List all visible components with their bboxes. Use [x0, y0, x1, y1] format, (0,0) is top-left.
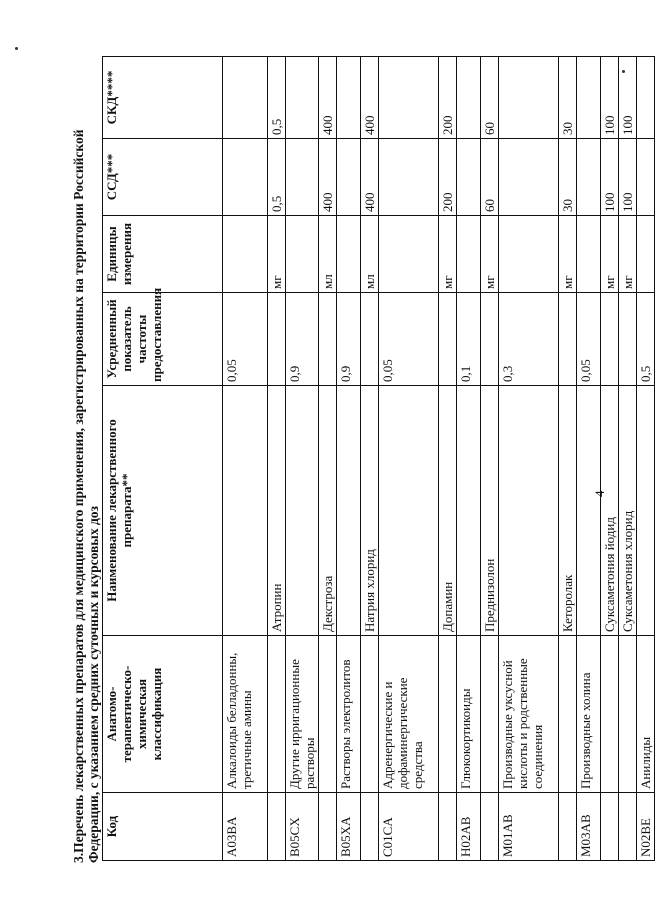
cell-freq	[481, 293, 499, 386]
cell-atc: Алкалоиды белладонны, третичные амины	[223, 636, 268, 793]
cell-drug	[637, 386, 655, 636]
cell-unit	[337, 216, 361, 293]
cell-ssd: 400	[361, 139, 379, 216]
cell-code: B05XA	[337, 793, 361, 861]
cell-drug	[379, 386, 439, 636]
cell-skd: 100	[601, 57, 619, 139]
cell-ssd: 30	[559, 139, 577, 216]
page-number: 4	[592, 490, 607, 497]
cell-code	[601, 793, 619, 861]
cell-ssd	[577, 139, 601, 216]
col-header-drug: Наименование лекарственного препарата**	[103, 386, 223, 636]
cell-skd: 0,5	[268, 57, 286, 139]
cell-skd: 60	[481, 57, 499, 139]
cell-skd: 200	[439, 57, 457, 139]
cell-skd: 400	[319, 57, 337, 139]
cell-ssd	[379, 139, 439, 216]
cell-drug	[223, 386, 268, 636]
cell-freq	[601, 293, 619, 386]
table-row	[577, 57, 601, 861]
cell-freq	[268, 293, 286, 386]
cell-unit	[637, 216, 655, 293]
cell-freq	[439, 293, 457, 386]
cell-code	[481, 793, 499, 861]
col-header-unit: Единицы измерения	[103, 216, 223, 293]
cell-freq	[619, 293, 637, 386]
cell-ssd	[337, 139, 361, 216]
cell-freq: 0,05	[223, 293, 268, 386]
table-row	[619, 57, 637, 861]
cell-unit: мг	[268, 216, 286, 293]
cell-atc: Производные холина	[577, 636, 601, 793]
cell-code: M01AB	[499, 793, 559, 861]
table-row	[637, 57, 655, 861]
cell-unit	[379, 216, 439, 293]
table-row	[361, 57, 379, 861]
cell-unit: мг	[601, 216, 619, 293]
cell-atc: Другие ирригационные растворы	[286, 636, 319, 793]
cell-code	[319, 793, 337, 861]
table-row	[223, 57, 268, 861]
cell-code: A03BA	[223, 793, 268, 861]
cell-ssd: 0,5	[268, 139, 286, 216]
cell-atc: Анилиды	[637, 636, 655, 793]
cell-unit	[223, 216, 268, 293]
cell-skd	[286, 57, 319, 139]
cell-ssd	[637, 139, 655, 216]
cell-freq: 0,3	[499, 293, 559, 386]
cell-code	[559, 793, 577, 861]
col-header-ssd: ССД***	[103, 139, 223, 216]
cell-unit	[457, 216, 481, 293]
table-row	[457, 57, 481, 861]
cell-skd	[379, 57, 439, 139]
cell-atc	[268, 636, 286, 793]
cell-atc	[601, 636, 619, 793]
cell-ssd	[286, 139, 319, 216]
cell-skd: 400	[361, 57, 379, 139]
table-header-row	[103, 57, 223, 861]
cell-atc	[619, 636, 637, 793]
cell-drug	[337, 386, 361, 636]
cell-unit: мг	[559, 216, 577, 293]
rotated-page-content	[70, 55, 653, 865]
cell-ssd: 60	[481, 139, 499, 216]
cell-ssd: 100	[601, 139, 619, 216]
cell-code	[361, 793, 379, 861]
cell-ssd: 200	[439, 139, 457, 216]
table-row	[286, 57, 319, 861]
cell-atc: Адренергические и дофаминергические средства	[379, 636, 439, 793]
table-row	[379, 57, 439, 861]
col-header-code: Код	[103, 793, 223, 861]
cell-unit: мг	[619, 216, 637, 293]
cell-drug: Декстроза	[319, 386, 337, 636]
col-header-skd: СКД****	[103, 57, 223, 139]
cell-atc: Производные уксусной кислоты и родственные соединения	[499, 636, 559, 793]
cell-freq: 0,05	[577, 293, 601, 386]
cell-atc	[559, 636, 577, 793]
cell-freq	[559, 293, 577, 386]
cell-drug	[577, 386, 601, 636]
cell-unit	[286, 216, 319, 293]
cell-drug: Кеторолак	[559, 386, 577, 636]
cell-code: H02AB	[457, 793, 481, 861]
cell-drug	[457, 386, 481, 636]
cell-skd	[499, 57, 559, 139]
cell-ssd: 100	[619, 139, 637, 216]
table-row	[601, 57, 619, 861]
drug-table	[102, 56, 655, 861]
cell-skd: 30	[559, 57, 577, 139]
cell-unit	[577, 216, 601, 293]
cell-unit: мг	[481, 216, 499, 293]
cell-unit: мл	[361, 216, 379, 293]
cell-code: N02BE	[637, 793, 655, 861]
document-title: 3.Перечень лекарственных препаратов для медицинского применения, зарегистрированных на территории Российской Федерации, с указанием средних суточных и курсовых доз	[71, 129, 101, 863]
table-row	[499, 57, 559, 861]
cell-code	[268, 793, 286, 861]
cell-freq	[319, 293, 337, 386]
cell-freq: 0,9	[286, 293, 319, 386]
table-row	[559, 57, 577, 861]
cell-freq	[361, 293, 379, 386]
cell-drug: Преднизолон	[481, 386, 499, 636]
cell-atc: Растворы электролитов	[337, 636, 361, 793]
cell-drug	[499, 386, 559, 636]
cell-atc	[361, 636, 379, 793]
cell-unit	[499, 216, 559, 293]
cell-ssd	[223, 139, 268, 216]
cell-code: M03AB	[577, 793, 601, 861]
table-row	[319, 57, 337, 861]
cell-atc	[439, 636, 457, 793]
cell-ssd: 400	[319, 139, 337, 216]
cell-skd	[577, 57, 601, 139]
cell-atc	[481, 636, 499, 793]
cell-atc	[319, 636, 337, 793]
scan-speck	[15, 47, 18, 50]
cell-code: B05CX	[286, 793, 319, 861]
cell-ssd	[499, 139, 559, 216]
table-row	[439, 57, 457, 861]
cell-drug: Суксаметония йодид	[601, 386, 619, 636]
cell-skd	[223, 57, 268, 139]
cell-drug: Натрия хлорид	[361, 386, 379, 636]
col-header-atc: Анатомо-терапевтическо-химическая классификация	[103, 636, 223, 793]
cell-freq: 0,5	[637, 293, 655, 386]
cell-skd	[637, 57, 655, 139]
table-row	[481, 57, 499, 861]
cell-drug	[286, 386, 319, 636]
cell-code	[439, 793, 457, 861]
table-row	[337, 57, 361, 861]
cell-drug: Суксаметония хлорид	[619, 386, 637, 636]
cell-code: C01CA	[379, 793, 439, 861]
cell-drug: Допамин	[439, 386, 457, 636]
cell-atc: Глюкокортикоиды	[457, 636, 481, 793]
cell-unit: мг	[439, 216, 457, 293]
scan-speck	[622, 70, 625, 73]
cell-code	[619, 793, 637, 861]
cell-ssd	[457, 139, 481, 216]
cell-skd: 100	[619, 57, 637, 139]
table-row	[268, 57, 286, 861]
cell-freq: 0,9	[337, 293, 361, 386]
cell-drug: Атропин	[268, 386, 286, 636]
col-header-frequency: Усредненный показатель частоты предоставления	[103, 293, 223, 386]
cell-skd	[337, 57, 361, 139]
cell-freq: 0,05	[379, 293, 439, 386]
cell-unit: мл	[319, 216, 337, 293]
cell-freq: 0,1	[457, 293, 481, 386]
cell-skd	[457, 57, 481, 139]
